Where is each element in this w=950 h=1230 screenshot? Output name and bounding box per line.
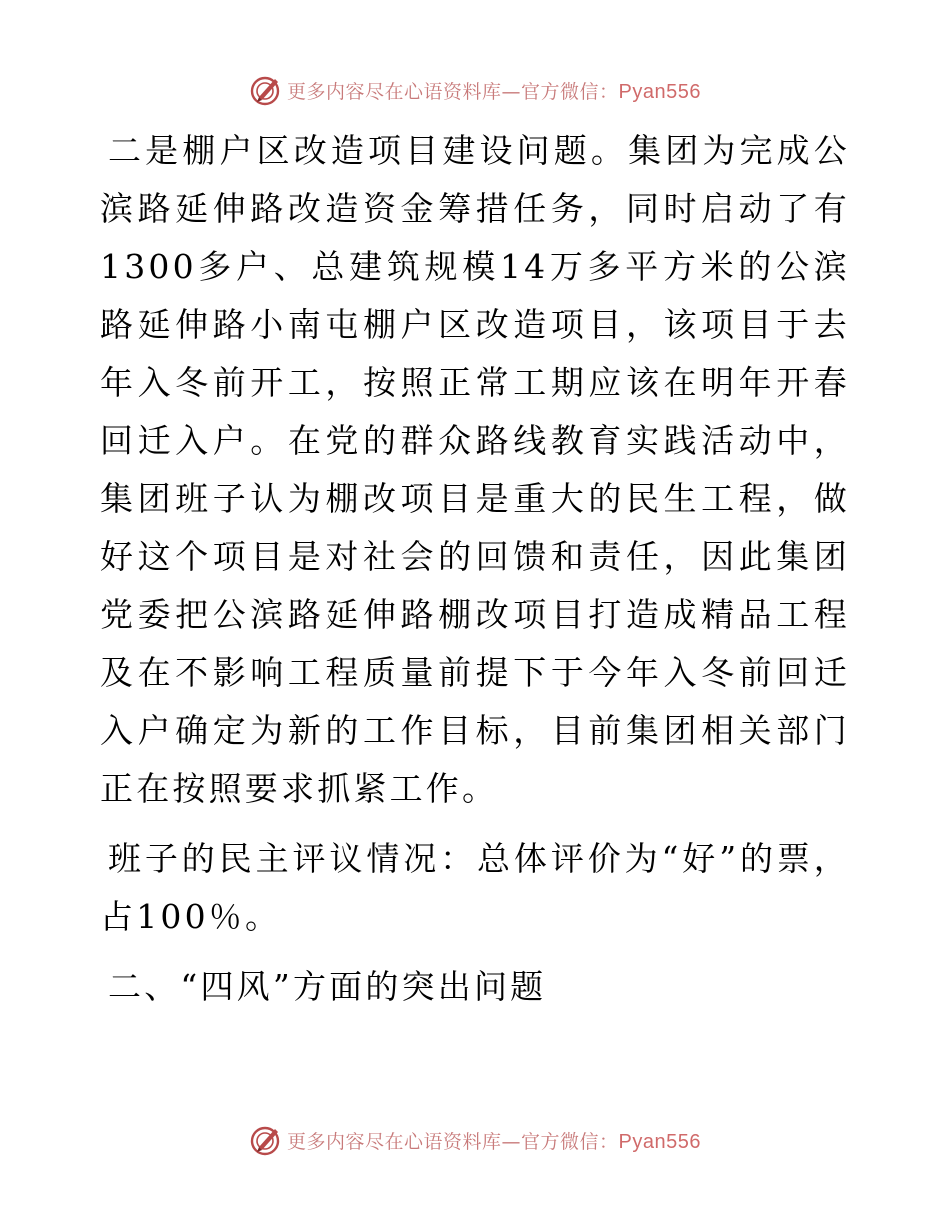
pen-seal-icon	[249, 1123, 283, 1157]
watermark-label: 官方微信：	[521, 1130, 619, 1153]
watermark-text: 更多内容尽在心语资料库	[287, 80, 502, 103]
header-watermark	[0, 70, 950, 110]
watermark-label: 官方微信：	[521, 80, 619, 103]
watermark-separator: —	[501, 1130, 522, 1153]
document-body	[100, 122, 850, 1016]
watermark-id: Pyan556	[618, 1130, 701, 1153]
pen-seal-icon	[249, 73, 283, 107]
section-heading: 二、“四风”方面的突出问题	[108, 967, 547, 1006]
watermark-text: 更多内容尽在心语资料库	[287, 1130, 502, 1153]
paragraph-2: 班子的民主评议情况：总体评价为“好”的票，占100％。	[100, 839, 850, 936]
footer-watermark	[0, 1120, 950, 1160]
watermark-id: Pyan556	[618, 80, 701, 103]
paragraph-1: 二是棚户区改造项目建设问题。集团为完成公滨路延伸路改造资金筹措任务，同时启动了有1300多户、总建筑规模14万多平方米的公滨路延伸路小南屯棚户区改造项目，该项目于去年入冬前开工，按照正常工期应该在明年开春回迁入户。在党的群众路线教育实践活动中，集团班子认为棚改项目是重大的民生工程，做好这个项目是对社会的回馈和责任，因此集团党委把公滨路延伸路棚改项目打造成精品工程及在不影响工程质量前提下于今年入冬前回迁入户确定为新的工作目标，目前集团相关部门正在按照要求抓紧工作。	[100, 131, 850, 808]
watermark-separator: —	[501, 80, 522, 103]
